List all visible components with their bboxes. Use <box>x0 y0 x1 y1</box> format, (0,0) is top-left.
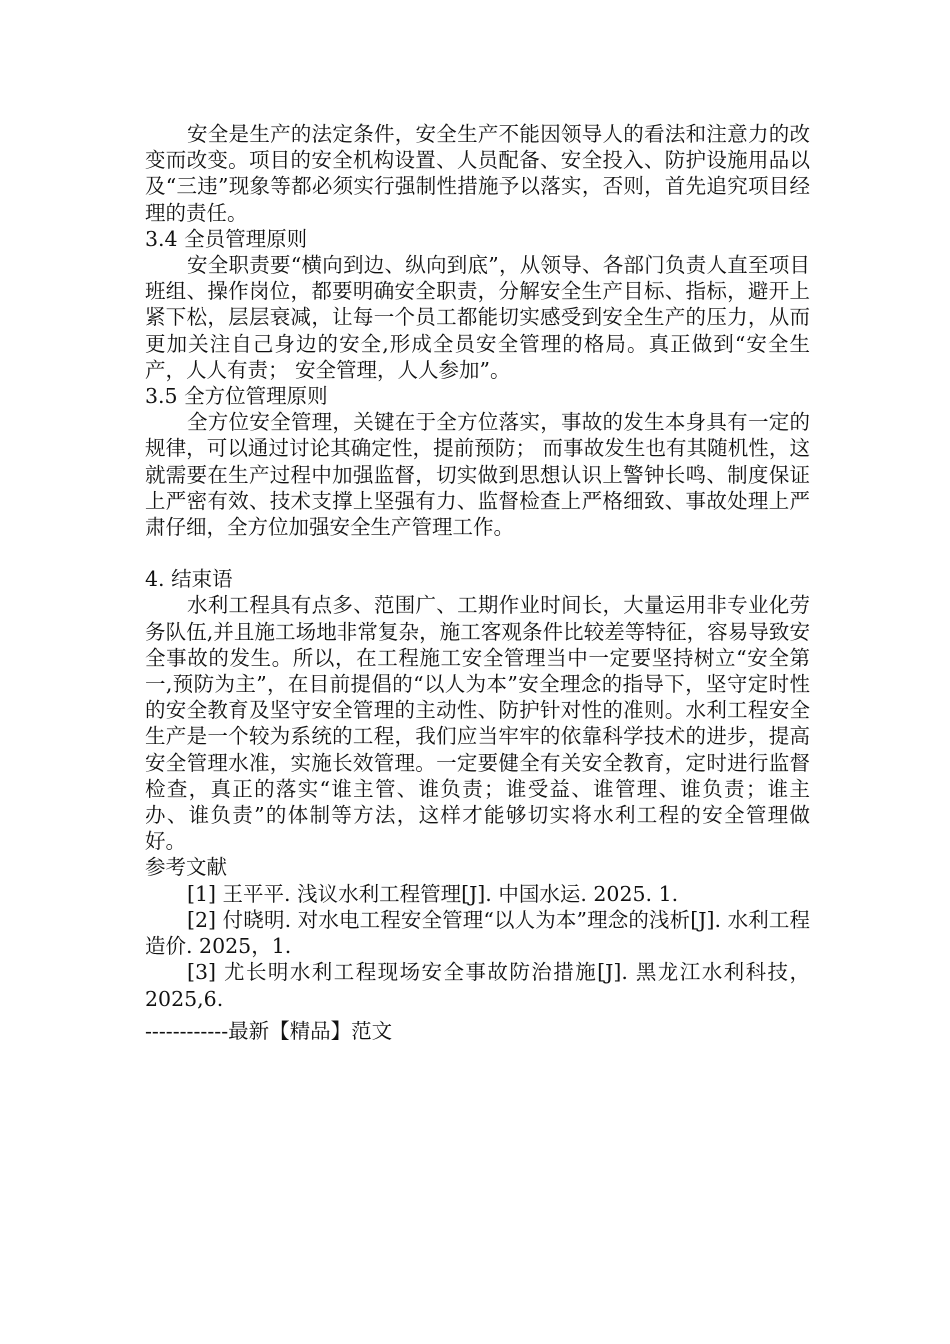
section-heading-conclusion: 4. 结束语 <box>145 567 233 592</box>
references-heading: 参考文献 <box>145 855 227 880</box>
section-heading-3-5: 3.5 全方位管理原则 <box>145 384 328 409</box>
document-body <box>145 121 810 1012</box>
body-paragraph-all-staff: 安全职责要“横向到边、纵向到底”，从领导、各部门负责人直至项目班组、操作岗位，都要明确安全职责，分解安全生产目标、指标，避开上紧下松，层层衰减，让每一个员工都能切实感受到安全生产的压力，从而更加关注自己身边的安全,形成全员安全管理的格局。真正做到“安全生产，人人有责； 安全管理，人人参加”。 <box>145 253 810 382</box>
body-paragraph-conclusion: 水利工程具有点多、范围广、工期作业时间长，大量运用非专业化劳务队伍,并且施工场地非常复杂，施工客观条件比较差等特征，容易导致安全事故的发生。所以，在工程施工安全管理当中一定要坚持树立“安全第一,预防为主”，在目前提倡的“以人为本”安全理念的指导下，坚守定时性的安全教育及坚守安全管理的主动性、防护针对性的准则。水利工程安全生产是一个较为系统的工程，我们应当牢牢的依靠科学技术的进步，提高安全管理水准，实施长效管理。一定要健全有关安全教育，定时进行监督检查，真正的落实“谁主管、谁负责；谁受益、谁管理、谁负责；谁主办、谁负责”的体制等方法，这样才能够切实将水利工程的安全管理做好。 <box>145 593 810 854</box>
document-footer: ------------最新【精品】范文 <box>145 1019 393 1043</box>
reference-item-2: [2] 付晓明. 对水电工程安全管理“以人为本”理念的浅析[J]. 水利工程造价. 2025，1. <box>145 907 810 959</box>
reference-item-1: [1] 王平平. 浅议水利工程管理[J]. 中国水运. 2025. 1. <box>187 881 679 906</box>
section-heading-3-4: 3.4 全员管理原则 <box>145 226 308 251</box>
body-paragraph-all-round: 全方位安全管理，关键在于全方位落实，事故的发生本身具有一定的规律，可以通过讨论其确定性，提前预防； 而事故发生也有其随机性，这就需要在生产过程中加强监督，切实做到思想认识上警钟长鸣、制度保证上严密有效、技术支撑上坚强有力、监督检查上严格细致、事故处理上严肃仔细，全方位加强安全生产管理工作。 <box>145 410 810 540</box>
paragraph-gap <box>145 540 810 566</box>
reference-item-3: [3] 尤长明水利工程现场安全事故防治措施[J]. 黑龙江水利科技，2025,6. <box>145 960 810 1011</box>
body-paragraph-safety-condition: 安全是生产的法定条件，安全生产不能因领导人的看法和注意力的改变而改变。项目的安全机构设置、人员配备、安全投入、防护设施用品以及“三违”现象等都必须实行强制性措施予以落实，否则，首先追究项目经理的责任。 <box>145 122 810 225</box>
